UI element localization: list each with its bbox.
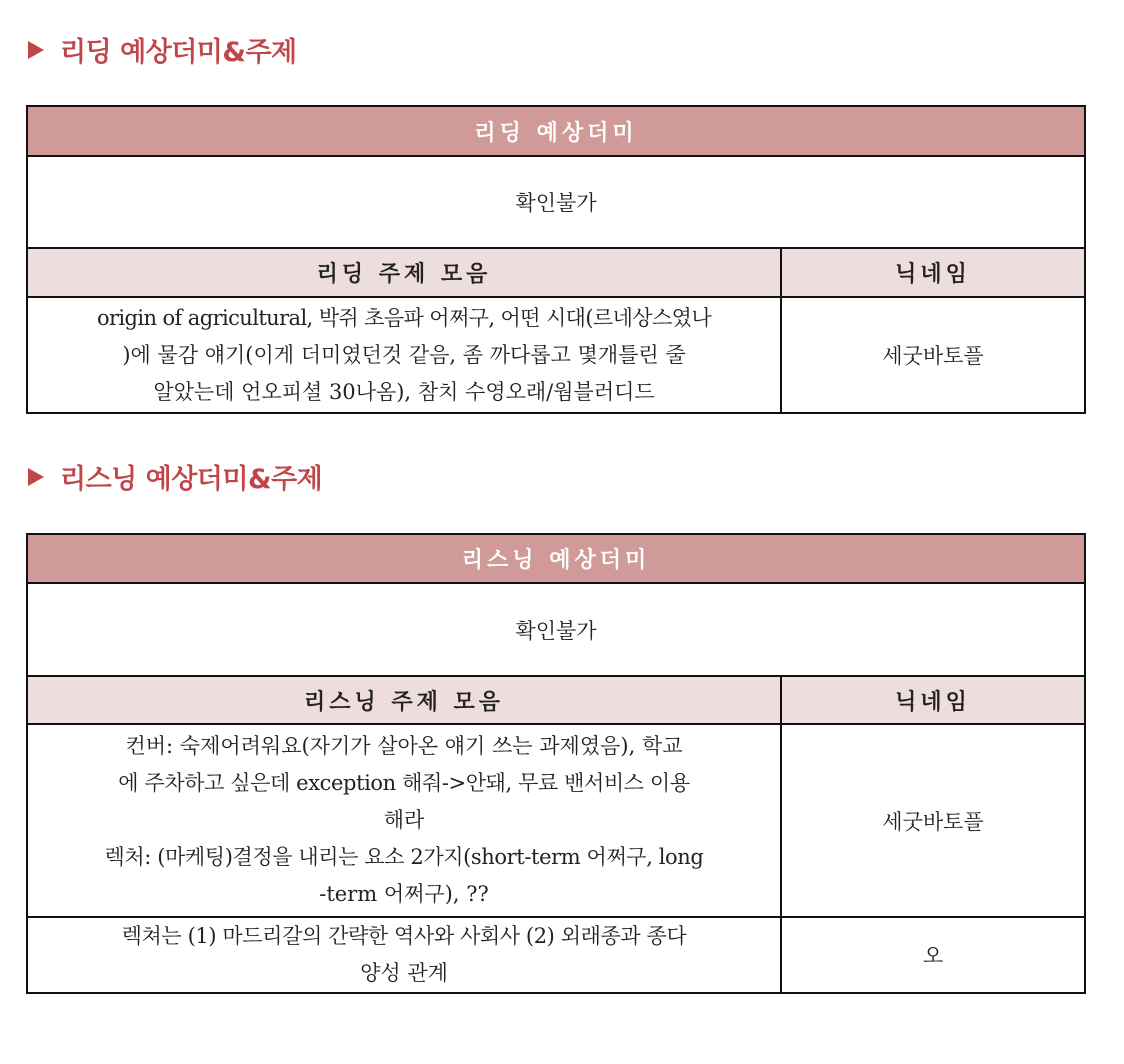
listening-topic-line: -term 어쩌구), ?? <box>319 882 489 906</box>
listening-topic-line: 렉처: (마케팅)결정을 내리는 요소 2가지(short-term 어쩌구, long <box>104 845 704 869</box>
listening-topic-line: 양성 관계 <box>360 961 448 985</box>
listening-topic-line: 컨버: 숙제어려워요(자기가 살아온 얘기 쓰는 과제였음), 학교 <box>125 734 683 758</box>
reading-topic-line: 알았는데 언오피셜 30나옴), 참치 수영오래/웜블러디드 <box>153 379 655 404</box>
reading-table <box>26 105 1086 414</box>
listening-section-title <box>28 457 322 496</box>
reading-section-title-text: 리딩 예상더미&주제 <box>60 37 297 68</box>
listening-topic-line: 에 주차하고 싶은데 exception 해줘->안돼, 무료 밴서비스 이용 <box>118 771 690 795</box>
listening-dummy-header: 리스닝 예상더미 <box>27 534 1085 583</box>
reading-nickname-header: 닉네임 <box>781 248 1085 297</box>
reading-section-title <box>28 30 297 69</box>
listening-table <box>26 533 1086 994</box>
reading-topic-line: )에 물감 얘기(이게 더미였던것 같음, 좀 까다롭고 몇개틀린 줄 <box>122 342 686 367</box>
reading-dummy-header: 리딩 예상더미 <box>27 106 1085 156</box>
reading-dummy-value: 확인불가 <box>27 156 1085 248</box>
listening-nickname-cell: 세굿바토플 <box>781 724 1085 917</box>
reading-topic-cell <box>27 297 781 413</box>
right-triangle-icon <box>28 41 44 59</box>
listening-topic-line: 해라 <box>383 808 425 832</box>
listening-section-title-text: 리스닝 예상더미&주제 <box>60 464 323 495</box>
reading-topic-line: origin of agricultural, 박쥐 초음파 어쩌구, 어떤 시대(르네상스였나 <box>96 305 712 330</box>
listening-topic-line: 렉쳐는 (1) 마드리갈의 간략한 역사와 사회사 (2) 외래종과 종다 <box>121 924 687 948</box>
listening-topic-cell <box>27 724 781 917</box>
listening-dummy-value: 확인불가 <box>27 583 1085 676</box>
reading-topic-header: 리딩 주제 모음 <box>27 248 781 297</box>
right-triangle-icon <box>28 468 44 486</box>
reading-nickname-cell: 세굿바토플 <box>781 297 1085 413</box>
listening-nickname-header: 닉네임 <box>781 676 1085 724</box>
listening-topic-header: 리스닝 주제 모음 <box>27 676 781 724</box>
listening-nickname-cell: 오 <box>781 917 1085 993</box>
listening-topic-cell <box>27 917 781 993</box>
